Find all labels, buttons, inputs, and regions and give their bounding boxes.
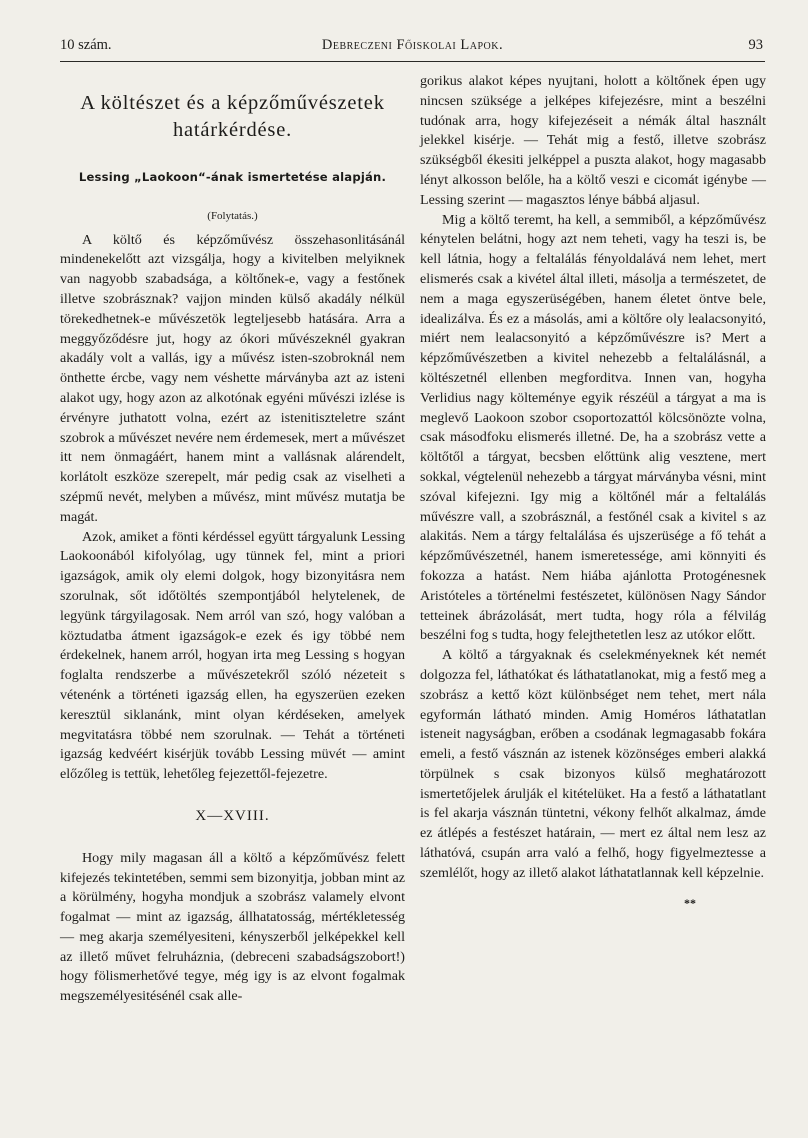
article-title: A költészet és a képzőművészetek határkérdése. — [80, 92, 385, 141]
end-mark: ** — [684, 895, 696, 910]
section-heading: X—XVIII. — [195, 807, 270, 824]
paragraph: gorikus alakot képes nyujtani, holott a költőnek épen ugy nincsen szüksége a jelképes kifejezésre, mint a beszélni tudónak arra, hogy kifejezéseit a némák által használt jelekkel kisérje. — Tehát mig a festő, illetve szobrász szükségből ékesiti jelképpel a puszta alakot, hogy magasabb lényt alkosson belőle, ha a költő veszi e cicomát igénybe — Lessing szerint — magasztos lénye bábbá aljasul. — [420, 73, 766, 208]
page-number: 93 — [748, 37, 763, 53]
issue-number: 10 szám. — [60, 37, 112, 53]
journal-title: Debreczeni Főiskolai Lapok. — [321, 37, 504, 53]
running-header — [60, 37, 765, 62]
right-column — [420, 72, 766, 913]
paragraph: A költő és képzőművész összehasonlitásánál mindenekelőtt azt vizsgálja, hogy a kivitelben melyiknek van nagyobb szabadsága, a költőnek-e, vagy a festőnek illetve szobrásznak? vajjon minden külső akadály nélkül törekedhetnek-e művészetök legteljesebb hatására. Arra a meggyőződésre jut, hogy az ókori művészeknél gyakran akadály volt a vallás, igy a művész isten-szobroknál nem önthette ércbe, vagy nem véshette márványba azt az isteni alakot ugy, hogy azon az alkotónak egyéni művészi izlése is érvényre juthatott volna, ezért az istenitiszteletre szánt szobrok a művészet nevére nem érdemesek, mert a művészet itt nem önmagáért, hanem mint a vallásnak alárendelt, korlátolt eszköze szerepelt, már pedig csak az viselheti a szépmű nevét, melyben a művész, mint művész mutatja be magát. — [60, 231, 405, 525]
continued-note: (Folytatás.) — [207, 209, 258, 222]
paragraph: Mig a költő teremt, ha kell, a semmiből, a képzőművész kénytelen belátni, hogy azt nem teheti, vagy ha teszi is, be kell látnia, hogy a feltalálás fényoldalává nem lehet, mert elismerés csak a kivétel által illeti, másolja a természetet, de nem a maga egyszerüségében, hanem életet öntve bele, idealizálva. És ez a másolás, ami a költőre oly lealacsonyitó, miért nem lealacsonyitó a képzőművészre is? Mert a képzőművészetben a kivitel nehezebb a feltalálásnál, a költészetnél ellenben megforditva. Innen van, hogyha Verlidius nagy költeménye egyik részéül a tárgyat a ma is meglevő Laokoon szobor csoportozattól kölcsönözte volna, csak másodfoku elismerés illetné. De, ha a szobrász vette a költőtől a tárgyat, becsben előttünk alig vesztene, mert sokkal, végtelenül nehezebb a tárgyat márványba vésni, mint szóval kifejezni. Igy mig a költőnél már a feltalálás művészre vall, a szobrásznál, a festőnél csak a kivitel s az alakitás. Nem a tárgy feltalálása és ujszerüsége a fő tehát a képzőművészetnél, hanem ismeretessége, ami könnyiti és fokozza a hatást. Nem hiába ajánlotta Protogénesnek Aristóteles a történelmi festészetet, különösen Nagy Sándor tetteinek ábrázolását, mert tudta, hogy róla a félvilág beszélni fog s tudta, hogy felejthetetlen lesz az utókor előtt. — [420, 211, 766, 644]
paragraph: A költő a tárgyaknak és cselekményeknek két nemét dolgozza fel, láthatókat és láthatatlanokat, mig a festő meg a szobrász a kettő közt különbséget nem tehet, mert nála egyformán látható minden. Amig Homéros láthatatlan isteneit nagyságban, erőben a csodának legmagasabb fokára emeli, a festő vásznán az istenek közönséges emberi alakká törpülnek s csak bizonyos külső meghatározott ismertetőjelek árulják el kitételüket. Ha a festő a láthatatlant is fel akarja vásznán tüntetni, vékony felhőt alkalmaz, ámde ez átlépés a festészet határain, — mert ez által nem lesz az láthatóvá, csupán arra való a felhő, hogy figyelmeztesse a szemlélőt, hogy az illető alakot láthatatlannak kell képzelnie. — [420, 647, 766, 881]
left-column — [60, 72, 405, 1007]
paragraph: Hogy mily magasan áll a költő a képzőművész felett kifejezés tekintetében, semmi sem bizonyitja, jobban mint az a körülmény, hogyha mondjuk a szobrász valamely elvont fogalmat — mint az igazság, állhatatosság, mértékletesség — meg akarja személyesiteni, kényszerből jelképekkel kell az illető művet felruháznia, (debreceni szabadságszobort!) hogy fölismerhetővé tegye, még igy is az elvont fogalmak megszemélyesitésénél csak alle- — [60, 849, 405, 1005]
article-subtitle: Lessing „Laokoon“-ának ismertetése alapján. — [78, 170, 387, 184]
paragraph: Azok, amiket a fönti kérdéssel együtt tárgyalunk Lessing Laokoonából kifolyólag, ugy tünnek fel, mint a priori igazságok, amik oly elemi dolgok, hogy bizonyitásra nem szorulnak, sőt időtöltés szempontjából helytelenek, de legyünk tárgyilagosak. Nem arról van szó, hogy valóban a köztudatba átment igazságok-e ezek és igy többé nem érdekelnek, hanem arról, hogyan irta meg Lessing s hogyan foglalta rendszerbe a művészetekről szóló nézeteit s vétenénk a történeti igazság ellen, ha egyszerüen ezeken keresztül siklanánk, mint olyan kérdéseken, amelyek megvitatásra többé nem szorulnak. — Tehát a történeti igazság kedvéért kisérjük tovább Lessing müvét — amint előzőleg is tettük, lehetőleg fejezettől-fejezetre. — [60, 528, 405, 783]
